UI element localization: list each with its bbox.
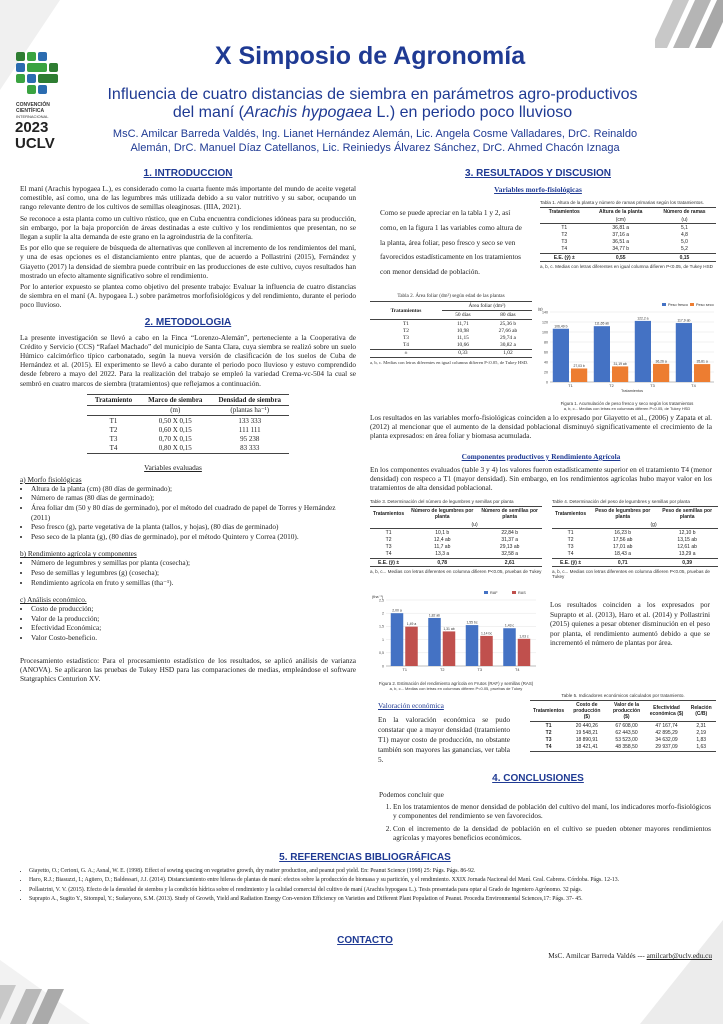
- y-tick-label: 40: [544, 360, 548, 365]
- bar-peso-seco: [612, 366, 628, 382]
- table-row: T3 36,51 a 5,0: [561, 239, 688, 246]
- x-tick-label: T4: [691, 384, 696, 388]
- y-tick-label: 140: [542, 310, 548, 315]
- data-label: 106,49 b: [554, 324, 568, 329]
- table-row: T2 12,4 ab 31,37 a: [385, 536, 518, 543]
- econ-title: c) Análisis económico.: [20, 595, 87, 605]
- table-row: T4 0,80 X 0,15 83 333: [87, 444, 289, 454]
- poster-title: X Simposio de Agronomía: [214, 42, 526, 70]
- table-row: T3 18 890,91 53 523,00 34 632,09 1,83: [545, 736, 707, 743]
- resultados-p2: Los resultados en las variables morfo-fisiológicas coinciden a lo expresado por Giayetto et al., (2006) y Zapata et al. (2012) al mencionar que el aumento de la densidad poblacional disminuyó significativamente el crecimiento de la planta expresados: en área foliar y biomasa acumulada.: [370, 413, 712, 441]
- table-row: T3 11,15 29,74 a: [402, 334, 516, 341]
- contacto-title: CONTACTO: [337, 935, 393, 946]
- table-row: T2 17,56 ab 13,15 ab: [567, 536, 697, 543]
- x-axis-label: Tratamientos: [620, 389, 644, 393]
- data-label: 35,81 a: [696, 359, 708, 364]
- contact-email-link[interactable]: amilcarb@uclv.edu.cu: [646, 951, 712, 960]
- variables-title: Variables evaluadas: [144, 462, 202, 472]
- data-label: 117,9 ab: [677, 318, 691, 323]
- figure-1-chart: [536, 300, 718, 396]
- figure-2-chart: [370, 588, 542, 676]
- figure-1: (g) 0 20 40 60 80 100 120 140 106,49 b 27,03 b T1 111,65 ab 31,19 ab T2 122,2 a 36,26 a T3 117,9 ab 35,81 a T4 Tratamientos Peso fresco Peso seco Figura 1. Acumulación de peso fresco y seco según los tratamientos a, b, c... Medias con letras en columnas difieren P<0.05, de Tukey HSD: [536, 300, 718, 410]
- data-label: 1,03 c: [519, 634, 529, 639]
- table-row: T3 17,01 ab 12,61 ab: [567, 544, 697, 551]
- logo-line1: CONVENCIÓN: [16, 102, 50, 108]
- table-row: T1 20 440,26 67 608,00 47 167,74 2,31: [545, 722, 707, 729]
- corner-stripes: [655, 0, 723, 48]
- prod-subtitle: Componentes productivos y Rendimiento Agrícola: [461, 452, 621, 461]
- table-row: T3 11,7 ab 29,13 ab: [385, 544, 520, 551]
- econ-list: • Costo de producción; • Valor de la producción; • Efectividad Económica; • Valor Costo-beneficio.: [20, 604, 356, 642]
- morfo-subtitle: Variables morfo-fisiológicas: [494, 185, 582, 194]
- table-row: T2 37,16 a 4,8: [561, 231, 688, 238]
- table-3: Table 3. Determinación del número de legumbres y semillas por planta Tratamientos Número de legumbres por planta Número de semillas por planta (u) T1 10,1 b 22,84 b T2 12,4 ab 31,37 a T3 11,7 ab 29,13 ab T4 13,3 a 32,58 a E.E. (ȳ) ± 0,78 2,61 a, b, c... Medias con letras diferentes en columna difieren P<0.05, pruebas de Tukey: [370, 499, 542, 575]
- table-1: Tabla 1. Altura de la planta y número de ramas primarias según los tratamientos. Tratamientos Altura de la planta Número de ramas (cm) (u) T1 36,81 a 5,1 T2 37,16 a 4,8 T3 36,51 a 5,0 T4 34,77 b 5,2 E.E. (ȳ) ± 0,55 0,15 a, b, c. Medias con letras diferentes en igual columna difieren P<0.05, de Tukey HSD: [540, 200, 716, 269]
- y-axis-label: (g): [538, 307, 543, 311]
- x-tick-label: T2: [440, 668, 445, 672]
- x-tick-label: T3: [650, 384, 655, 388]
- legend-label: RAS: [518, 591, 526, 595]
- y-tick-label: 0: [546, 380, 548, 385]
- referencias-list: • Giayetto, O.; Cerioni, G. A.; Asnal, W. E. (1998). Effect of sowing spacing on vegetative growth, dry matter production, and peanut pod yield. En: Peanut Science (1998) 25: Págs. Págs. 86-92. • Haro, R.J.; Biasuzzi, I.; Agüero, D.; Baldessari, J.J. (2014). Distanciamiento entre hileras de plantas de maní: efectos sobre la producción de biomasa y su partición, y el rendimiento. XXIX Jornada Nacional del Maní. Gral. Cabrera. Córdoba. Págs. 12-13. • Pollastrini, V. V. (2015). Efecto de la densidad de siembra y la condición hídrica sobre el rendimiento y la calidad comercial del cultivo de maní (Arachis hypogaea L.). Tesis presentada para optar al Grado de Ingeniero Agrónomo. 32 págs. • Suprapto A., Sugito Y., Sitompul, Y.; Sudaryono, S.M. (2013). Study of Growth, Yield and Radiation Energy Con-version Efficiency on Varieties and Different Plant Population of Peanut. Procedia Environmental Sciences,17: Págs. 37- 45.: [20, 868, 710, 903]
- y-tick-label: 20: [544, 370, 548, 375]
- x-tick-label: T3: [477, 668, 482, 672]
- table-row: T1 10,1 b 22,84 b: [385, 529, 518, 536]
- table-row: T1 16,23 b 12,10 b: [567, 529, 696, 536]
- bar-raf: [428, 618, 441, 666]
- data-label: 1,14 bc: [480, 631, 493, 636]
- econ-subtitle: Valoración económica: [378, 701, 444, 710]
- table-5: Table 5. Indicadores económicos calculados por tratamiento. Tratamientos Costo de producción ($) Valor de la producción ($) Efectividad económica ($) Relación (C/B) T1 20 440,26 67 608,00 47 167,74 2,31 T2 19 548,21 62 443,50 42 895,29 2,19 T3 18 890,91 53 523,00 34 632,09 1,83 T4 18 421,41 48 358,50 29 937,09 1,63: [530, 693, 716, 752]
- table-row: T4 13,3 a 32,58 a: [385, 551, 518, 558]
- y-tick-label: 80: [544, 340, 548, 345]
- table-row: T1 0,50 X 0,15 133 333: [109, 416, 262, 425]
- table-2: Tabla 2. Área foliar (dm²) según edad de las plantas Tratamientos Área foliar (dm²) 50 días 80 días T1 11,71 25,36 b T2 10,98 27,66 ab T3 11,15 29,74 a T4 10,66 30,82 a ± 0,33 1,02 a, b, c. Medias con letras diferentes en igual columna difieren P<0.05, de Tukey HSD.: [370, 293, 532, 365]
- bar-peso-fresco: [635, 321, 651, 382]
- morfo-list: • Altura de la planta (cm) (80 días de germinado); • Número de ramas (80 días de germinado); • Área foliar dm (50 y 80 días de germinado), por el método del cuadrado de papel de Torres y Hernández (2011) • Peso fresco (g), parte vegetativa de la planta (tallos, y hojas), (80 días de germinado) • Peso seco de la planta (g), (80 días de germinado), por el método Quintero y Correa (2010).: [20, 484, 356, 542]
- legend-label: RAF: [490, 591, 498, 595]
- data-label: 111,65 ab: [594, 321, 610, 326]
- logo-org: UCLV: [15, 134, 55, 152]
- table-row: T1 11,71 25,36 b: [402, 320, 517, 327]
- data-label: 1,49 a: [406, 622, 417, 627]
- y-tick-label: 60: [544, 350, 548, 355]
- authors: MsC. Amilcar Barreda Valdés, Ing. Lianet Hernández Alemán, Lic. Angela Cosme Valladares, DrC. Reinaldo Alemán, DrC. Manuel Díaz Catellanos, Lic. Reiniedys Álvarez Sánchez, DrC. Ahmed Chacón Iznaga: [112, 128, 638, 154]
- y-tick-label: 0: [382, 664, 384, 669]
- data-label: 36,26 a: [655, 359, 667, 364]
- y-tick-label: 100: [542, 330, 548, 335]
- bar-raf: [391, 613, 404, 666]
- subtitle-line-2: del maní (Arachis hypogaea L.) en periodo poco lluvioso: [172, 104, 573, 121]
- y-tick-label: 1: [382, 637, 384, 642]
- y-tick-label: 0,5: [379, 651, 384, 656]
- bar-peso-seco: [694, 364, 710, 382]
- figure-2: (tha⁻¹) 0 0,5 1 1,5 2 2,5 2,00 a 1,49 a T1 1,82 ab 1,31 ab T2 1,55 bc 1,14 bc T3 1,43 c 1,03 c T4 RAF RAS Figura 2. Estimación del rendimiento agrícola en Frutos (RAF) y semillas (RAS) a, b, c... Medias con letras en columnas difieren P<0.05, pruebas de Tukey: [370, 588, 542, 692]
- bar-raf: [503, 628, 516, 666]
- metodologia-title: 2. METODOLOGIA: [144, 316, 232, 328]
- bar-peso-seco: [653, 364, 669, 382]
- bar-ras: [480, 636, 493, 666]
- y-tick-label: 2,5: [379, 598, 384, 603]
- y-tick-label: 120: [542, 320, 548, 325]
- corner-stripes-bottom: [0, 975, 70, 1024]
- stats-paragraph: Procesamiento estadístico: Para el procesamiento estadístico de los resultados, se aplicó análisis de varianza (ANOVA). Se aplicaron las pruebas de Tukey HSD para las comparaciones de medias, empleándose el software Statgraphics Centurion XV.: [20, 655, 356, 683]
- conclusiones-list: 1. En los tratamientos de menor densidad de población del cultivo del maní, los indicadores morfo-fisiológicos y componentes del rendimiento se ven favorecidos. 2. Con el incremento de la densidad de población en el cultivo se pueden obtener mayores rendimientos agrícolas y mayores beneficios económicos.: [379, 802, 711, 843]
- contacto-line: MsC. Amilcar Barreda Valdés --- amilcarb@uclv.edu.cu: [548, 951, 712, 960]
- legend-label: Peso fresco: [668, 303, 689, 307]
- bar-peso-fresco: [594, 326, 610, 382]
- table-row: T1 36,81 a 5,1: [561, 224, 688, 231]
- data-label: 27,03 b: [573, 363, 585, 368]
- resultados-p5: En la valoración económica se pudo constatar que a mayor densidad (tratamiento T1) mayor costo de producción, no obstante también son mayores las ganancias, ver tabla 5.: [378, 715, 510, 764]
- logo-line2: CIENTÍFICA: [16, 107, 45, 114]
- bar-ras: [443, 631, 456, 666]
- logo-line3: INTERNACIONAL: [16, 114, 49, 120]
- table-4: Table 4. Determinación del peso de legumbres y semillas por planta Tratamientos Peso de legumbres por planta Peso de semillas por planta (g) T1 16,23 b 12,10 b T2 17,56 ab 13,15 ab T3 17,01 ab 12,61 ab T4 18,43 a 13,29 a E.E. (ȳ) ± 0,71 0,39 a, b, c... Medias con letras diferentes en columna difieren P<0.05, pruebas de Tukey: [552, 499, 718, 579]
- legend-swatch: [484, 591, 488, 594]
- conclusiones-lead: Podemos concluir que: [379, 790, 444, 799]
- intro-p1: El maní (Arachis hypogaea L.), es considerado como la cuarta fuente más importante del mundo de aceite vegetal comestible, así como, una de las legumbres más utilizada debido a su valor nutritivo y su sabor, ocupando un rango relevante dentro de los cultivos de semillas oleaginosas. (IIIA, 2021).: [20, 184, 356, 212]
- bar-peso-seco: [571, 368, 587, 382]
- table-row: T4 10,66 30,82 a: [402, 342, 516, 349]
- table-row: T3 0,70 X 0,15 95 238: [109, 435, 260, 444]
- bar-ras: [405, 627, 418, 666]
- table-row: T2 19 548,21 62 443,50 42 895,29 2,19: [545, 729, 707, 736]
- bar-peso-fresco: [553, 329, 569, 382]
- intro-p3: Es por ello que se requiere de búsqueda de alternativas que conlleven al incremento de los rendimientos del maní, y una de esas opciones es el distanciamiento entre plantas, que de acuerdo a Pollastrini (2015), Fernández y Giayetto (2017) la densidad de siembra puede contribuir en las producciones de este cultivo, cuyos resultados han mostrado un efecto altamente significativo sobre el rendimiento.: [20, 243, 356, 280]
- y-tick-label: 1,5: [379, 624, 384, 629]
- intro-p4: Por lo anterior expuesto se plantea como objetivo del presente trabajo: Evaluar la influencia de cuatro distancias de siembra en el maní (A. hypogaea L.) sobre parámetros morfofisiológicos y del rendimiento, durante el periodo poco lluvioso.: [20, 282, 356, 310]
- resultados-title: 3. RESULTADOS Y DISCUSION: [465, 168, 611, 179]
- intro-p2: Se reconoce a esta planta como un cultivo rústico, que en Cuba encuentra condiciones idóneas para su producción, sin embargo, por la baja proporción de áreas destinadas a este cultivo y los rendimientos que presentan, no se llegan a suplir la alta demanda de este grano en la agroindustria de la confitería.: [20, 213, 356, 242]
- table-marcos: Tratamiento Marco de siembra Densidad de siembra (m) (plantas ha⁻¹) T1 0,50 X 0,15 133 333 T2 0,60 X 0,15 111 111 T3 0,70 X 0,15 95 238 T4 0,80 X 0,15 83 333: [87, 394, 289, 454]
- bar-peso-fresco: [676, 323, 692, 382]
- conclusiones-block: [379, 790, 711, 843]
- table-row: T4 34,77 b 5,2: [561, 246, 688, 253]
- resultados-p3: En los componentes evaluados (table 3 y 4) los valores fueron estadísticamente superior en el tratamiento T4 (menor densidad) con respeco a T1 (mayor densidad). Sin embargo, en los rendimientos agrícolas hubo mayor valor en los tratamientos de alta densidad poblacional.: [370, 465, 712, 493]
- data-label: 1,82 ab: [428, 613, 441, 618]
- table-row: T2 10,98 27,66 ab: [402, 327, 518, 334]
- table-row: T2 0,60 X 0,15 111 111: [109, 425, 261, 434]
- bar-ras: [518, 639, 531, 666]
- logo-blocks-icon: [13, 50, 63, 98]
- rend-list: • Número de legumbres y semillas por planta (cosecha); • Peso de semillas y legumbres (g) (cosecha); • Rendimiento agrícola en fruto y semillas (tha⁻¹).: [20, 558, 356, 587]
- rend-title: b) Rendimiento agrícola y componentes: [20, 549, 137, 559]
- data-label: 1,31 ab: [443, 626, 455, 631]
- metodologia-p1: La presente investigación se llevó a cabo en la Finca “Lorenzo-Alemán”, perteneciente a la Cooperativa de Crédito y Servicio (CCS) “Rafael Machado” del municipio de Santa Clara, cuya siembra se realizó sobre un suelo Húmico calcimórfico típico carbonatado, según la nueva versión de clasificación de los suelos de Cuba de Hernández et al. (2015). El experimento se llevó a cabo durante el periodo poco lluvioso y estuvo comprendido desde febrero a mayo del 2022. Para la realización del trabajo se empleó la variedad Crema-vc-504 la cual se sembró en cuatro marcos de siembra (tratamientos) que reflejamos a continuación.: [20, 332, 356, 388]
- data-label: 1,43 c: [504, 623, 515, 628]
- x-tick-label: T4: [515, 668, 520, 672]
- data-label: 1,55 bc: [466, 620, 478, 625]
- referencias-title: 5. REFERENCIAS BIBLIOGRÁFICAS: [279, 852, 451, 863]
- x-tick-label: T2: [609, 384, 614, 388]
- subtitle-line-1: Influencia de cuatro distancias de siembra en parámetros agro-productivos: [107, 86, 638, 103]
- data-label: 2,00 a: [392, 608, 402, 613]
- logo-year: 2023: [15, 118, 49, 136]
- left-column: [20, 168, 356, 683]
- legend-label: Peso seco: [696, 303, 714, 307]
- legend-swatch: [512, 591, 516, 594]
- table-row: T4 18 421,41 48 358,50 29 937,09 1,63: [530, 744, 716, 752]
- data-label: 31,19 ab: [613, 361, 627, 366]
- data-label: 122,2 a: [637, 316, 649, 321]
- x-tick-label: T1: [568, 384, 573, 388]
- table-row: T4 18,43 a 13,29 a: [567, 551, 696, 558]
- legend-swatch: [662, 303, 666, 306]
- referencias-block: [20, 868, 710, 905]
- legend-swatch: [690, 303, 694, 306]
- event-logo: [13, 50, 63, 160]
- resultados-p1: Como se puede apreciar en la tabla 1 y 2, así como, en la figura 1 las variables como altura de la planta, área foliar, peso fresco y seco se ven favorecidos estadísticamente en los tratamientos con menor densidad de población.: [380, 208, 522, 277]
- x-tick-label: T1: [402, 668, 407, 672]
- poster-subtitle: [80, 86, 665, 122]
- morfo-title: a) Morfo fisiológicas: [20, 474, 82, 484]
- intro-title: 1. INTRODUCCION: [143, 168, 233, 179]
- conclusiones-title: 4. CONCLUSIONES: [492, 773, 584, 784]
- y-tick-label: 2: [382, 611, 384, 616]
- resultados-p4: Los resultados coinciden a los expresados por Suprapto et al. (2013), Haro et al. (2014) y Pollastrini (2015) quienes a pesar obtener disminución en el peso por planta, el rendimiento aumentó debido a que se incrementó el número de plantas por área.: [550, 600, 710, 648]
- bar-raf: [466, 625, 479, 666]
- y-axis-label: (tha⁻¹): [372, 595, 384, 599]
